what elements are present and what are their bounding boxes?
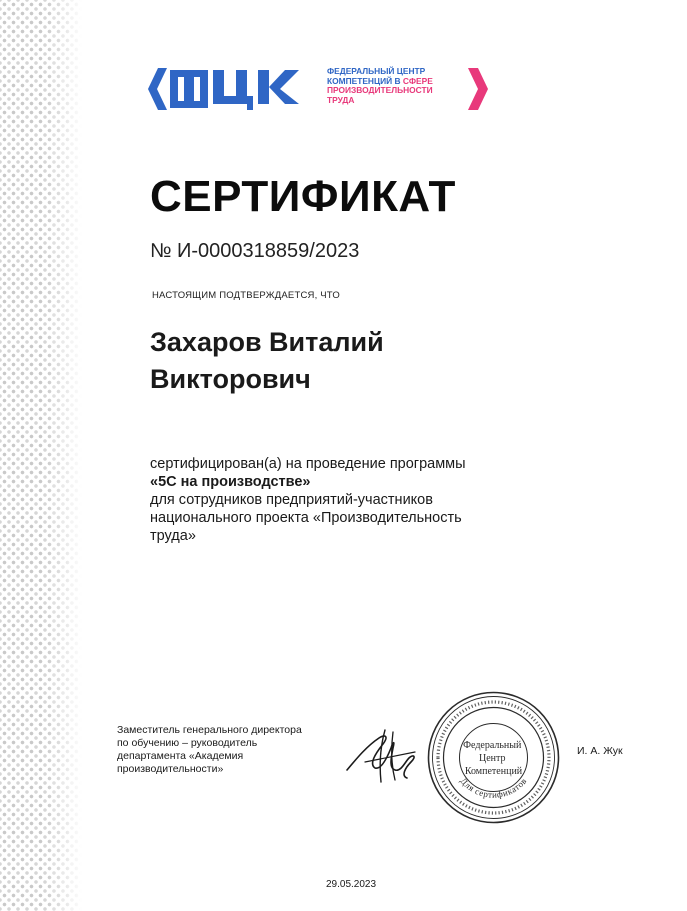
handwritten-signature [345,718,425,790]
recipient-name-line-2: Викторович [150,364,311,394]
stamp-line-1: Федеральный [463,740,522,751]
recipient-name [150,324,490,398]
logo-line-4: ТРУДА [327,94,355,105]
confirm-text: НАСТОЯЩИМ ПОДТВЕРЖДАЕТСЯ, ЧТО [152,290,340,301]
signer-role-line-2: по обучению – руководитель [117,737,258,749]
stamp-bottom-text: Для сертификатов [458,775,529,800]
logo-line-3: ПРОИЗВОДИТЕЛЬНОСТИ [327,85,433,96]
logo-left-chevron [148,68,167,110]
signer-role-line-4: производительности» [117,763,224,775]
signer-role-line-1: Заместитель генерального директора [117,724,302,736]
svg-text:Федеральный Центр Комп [463,740,524,777]
recipient-name-line-1: Захаров Виталий [150,327,384,357]
logo-caption [327,67,487,105]
signer-role [117,724,347,776]
body-line-4: национального проекта «Производительность [150,510,462,526]
signer-name: И. А. Жук [577,745,623,757]
body-line-1: сертифицирован(а) на проведение программы [150,456,466,472]
certificate-number: № И-0000318859/2023 [150,240,360,262]
body-line-3: для сотрудников предприятий-участников [150,492,433,508]
logo-line-1: ФЕДЕРАЛЬНЫЙ ЦЕНТР [327,66,426,76]
stamp-line-3: Компетенций [464,766,523,777]
signer-role-line-3: департамента «Академия [117,750,244,762]
decorative-dot-pattern [0,0,82,911]
program-name: «5С на производстве» [150,474,311,490]
certificate-body [150,455,550,545]
issue-date: 29.05.2023 [326,879,377,890]
body-line-5: труда» [150,528,196,544]
official-stamp [426,690,561,825]
stamp-line-2: Центр [478,753,506,764]
svg-text:Для сертификатов [458,776,528,800]
logo-line-2: КОМПЕТЕНЦИЙ В СФЕРЕ [327,75,433,86]
certificate-title: СЕРТИФИКАТ [150,172,456,221]
